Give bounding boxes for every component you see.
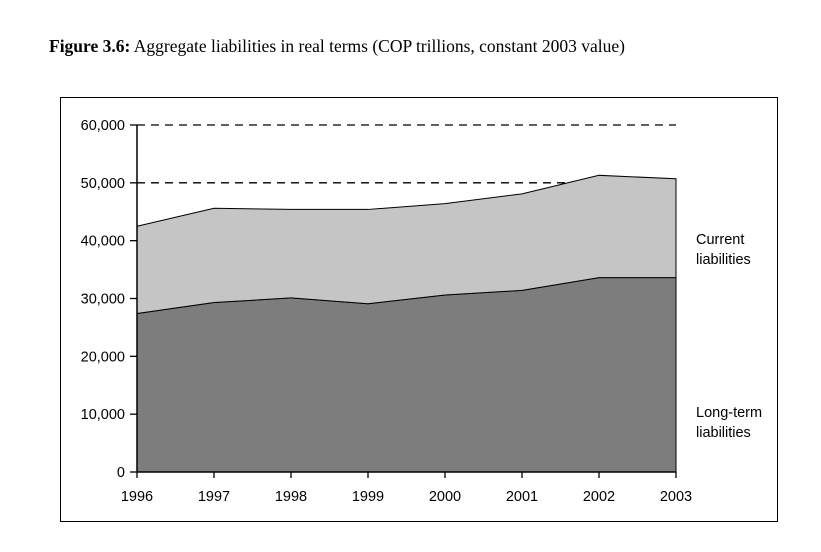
y-axis-tick-label: 60,000	[80, 118, 125, 134]
y-axis-tick-label: 20,000	[80, 349, 125, 366]
chart-canvas	[61, 98, 776, 520]
annotation-longterm-line2: liabilities	[696, 425, 751, 441]
figure-caption	[49, 36, 809, 58]
figure-number: Figure 3.6:	[49, 36, 131, 56]
area-long-term-liabilities	[137, 278, 676, 472]
annotation-current-line2: liabilities	[696, 252, 751, 268]
y-axis-tick-label: 50,000	[80, 175, 125, 192]
x-axis-tick-label: 2003	[659, 489, 693, 505]
x-axis-tick-label: 1998	[274, 489, 308, 505]
figure-title-text: Aggregate liabilities in real terms (COP trillions, constant 2003 value)	[130, 36, 625, 56]
x-axis-tick-label: 1997	[197, 489, 231, 505]
x-axis-tick-label: 2001	[505, 489, 539, 505]
y-axis-tick-label: 10,000	[80, 407, 125, 424]
x-axis-tick-label: 1996	[120, 489, 154, 505]
x-axis-tick-label: 1999	[351, 489, 385, 505]
x-axis-tick-label: 2000	[428, 489, 462, 505]
y-axis-tick-label: 40,000	[80, 233, 125, 250]
annotation-longterm-line1: Long-term	[696, 405, 763, 421]
chart-frame	[60, 97, 778, 522]
annotation-current-line1: Current	[696, 232, 745, 248]
y-axis-tick-label: 30,000	[80, 291, 125, 308]
y-axis-tick-label: 0	[116, 465, 125, 481]
x-axis-tick-label: 2002	[582, 489, 616, 505]
